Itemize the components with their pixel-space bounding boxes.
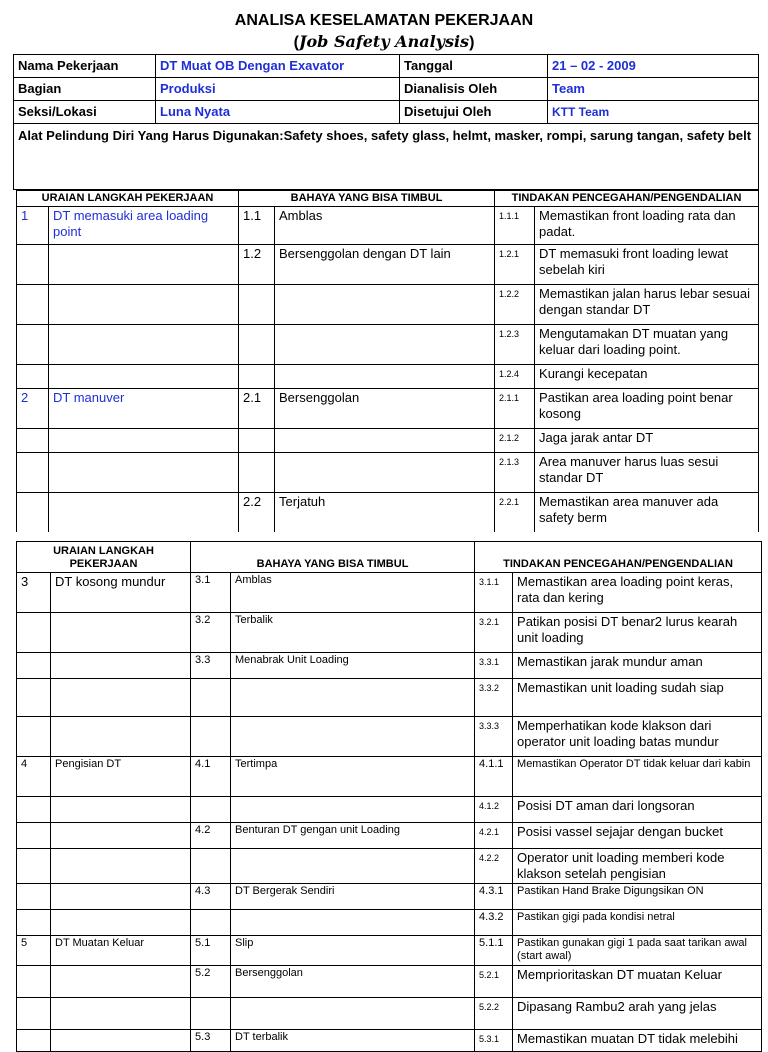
action-text: Memastikan muatan DT tidak melebihi [513,1030,762,1052]
hazard-text: Benturan DT gengan unit Loading [231,823,475,849]
hazard-number [191,797,231,823]
hazard-text [275,325,495,365]
action-text: Memastikan area loading point keras, rata dan kering [513,573,762,613]
tanggal-label: Tanggal [400,55,548,78]
step-number [17,998,51,1030]
action-text: Pastikan Hand Brake Digungsikan ON [513,884,762,910]
hazard-text [275,429,495,453]
step-text [51,679,191,717]
table-row [17,245,759,285]
step-text [49,493,239,533]
hazard-text [231,998,475,1030]
hazard-number: 1.1 [239,207,275,245]
step-number [17,429,49,453]
step-text [51,797,191,823]
hazard-text: Bersenggolan dengan DT lain [275,245,495,285]
hazard-number: 3.2 [191,613,231,653]
header-uraian: URAIAN LANGKAH PEKERJAAN [17,191,239,207]
step-number: 5 [17,936,51,966]
info-row-alat [14,124,759,190]
table-row [17,797,762,823]
action-number: 2.1.1 [495,389,535,429]
hazard-number: 4.2 [191,823,231,849]
header-tindakan-2: TINDAKAN PENCEGAHAN/PENGENDALIAN [475,542,762,573]
step-text: Pengisian DT [51,757,191,797]
action-number: 3.2.1 [475,613,513,653]
hazard-text [231,910,475,936]
step-text [51,910,191,936]
table-row [17,1030,762,1052]
dianalisis-value: Team [548,78,759,101]
hazard-text [231,679,475,717]
hazard-number [239,453,275,493]
jsa-table-2 [16,541,762,1052]
table-row [17,823,762,849]
step-number [17,910,51,936]
hazard-text: Slip [231,936,475,966]
hazard-number: 3.1 [191,573,231,613]
action-text: Pastikan gunakan gigi 1 pada saat tarikan awal (start awal) [513,936,762,966]
step-number [17,493,49,533]
step-text [49,365,239,389]
header-uraian-2: URAIAN LANGKAH PEKERJAAN [17,542,191,573]
step-text [49,453,239,493]
hazard-number [239,325,275,365]
document-title: ANALISA KESELAMATAN PEKERJAAN [234,12,534,29]
action-number: 1.2.4 [495,365,535,389]
step-number [17,365,49,389]
action-text: Memperhatikan kode klakson dari operator unit loading batas mundur [513,717,762,757]
action-number: 2.2.1 [495,493,535,533]
hazard-text: Terbalik [231,613,475,653]
action-text: Memastikan Operator DT tidak keluar dari kabin [513,757,762,797]
step-number [17,679,51,717]
step-number: 1 [17,207,49,245]
action-number: 1.1.1 [495,207,535,245]
table-row [17,207,759,245]
action-number: 5.2.1 [475,966,513,998]
disetujui-value: KTT Team [548,101,759,124]
hazard-text [275,285,495,325]
step-text: DT Muatan Keluar [51,936,191,966]
table-row [17,285,759,325]
bagian-value: Produksi [156,78,400,101]
step-text [51,966,191,998]
step-number [17,717,51,757]
step-text [51,653,191,679]
table-row [17,998,762,1030]
action-text: Memastikan unit loading sudah siap [513,679,762,717]
hazard-text: DT Bergerak Sendiri [231,884,475,910]
step-text: DT kosong mundur [51,573,191,613]
table-row [17,493,759,533]
action-text: Jaga jarak antar DT [535,429,759,453]
action-text: Posisi vassel sejajar dengan bucket [513,823,762,849]
hazard-text [231,797,475,823]
action-text: Memastikan jarak mundur aman [513,653,762,679]
hazard-number [239,285,275,325]
hazard-text [231,849,475,884]
step-number [17,849,51,884]
step-number [17,653,51,679]
hazard-number: 2.2 [239,493,275,533]
step-text [49,325,239,365]
table-row [17,365,759,389]
hazard-number [191,998,231,1030]
table-row [17,389,759,429]
table-1-header [17,191,759,207]
hazard-text: DT terbalik [231,1030,475,1052]
action-text: Patikan posisi DT benar2 lurus kearah unit loading [513,613,762,653]
step-number [17,245,49,285]
hazard-number [239,429,275,453]
step-number: 4 [17,757,51,797]
step-number: 3 [17,573,51,613]
action-text: Pastikan gigi pada kondisi netral [513,910,762,936]
action-text: Posisi DT aman dari longsoran [513,797,762,823]
table-row [17,849,762,884]
action-number: 3.1.1 [475,573,513,613]
hazard-number: 5.2 [191,966,231,998]
step-text [51,613,191,653]
action-number: 5.3.1 [475,1030,513,1052]
step-number: 2 [17,389,49,429]
table-row [17,717,762,757]
disetujui-label: Disetujui Oleh [400,101,548,124]
table-row [17,884,762,910]
action-number: 1.2.1 [495,245,535,285]
hazard-text: Bersenggolan [275,389,495,429]
info-row-seksi [14,101,759,124]
action-text: Operator unit loading memberi kode klakson setelah pengisian [513,849,762,884]
hazard-number [239,365,275,389]
hazard-number: 5.3 [191,1030,231,1052]
step-text [51,998,191,1030]
step-number [17,1030,51,1052]
step-number [17,613,51,653]
table-row [17,910,762,936]
dianalisis-label: Dianalisis Oleh [400,78,548,101]
page-break [0,532,768,540]
table-row [17,429,759,453]
action-number: 4.3.2 [475,910,513,936]
hazard-number [191,679,231,717]
action-text: Memastikan area manuver ada safety berm [535,493,759,533]
hazard-text: Tertimpa [231,757,475,797]
step-text [51,717,191,757]
bagian-label: Bagian [14,78,156,101]
step-text [51,849,191,884]
hazard-number: 4.3 [191,884,231,910]
step-text [49,245,239,285]
step-text [51,823,191,849]
action-number: 4.3.1 [475,884,513,910]
hazard-number [191,910,231,936]
step-number [17,453,49,493]
hazard-text [275,453,495,493]
action-number: 5.2.2 [475,998,513,1030]
table-row [17,966,762,998]
document-subtitle: (Job Safety Analysis) [293,32,475,51]
table-row [17,453,759,493]
hazard-text [231,717,475,757]
action-text: Kurangi kecepatan [535,365,759,389]
step-text [49,429,239,453]
hazard-text: Terjatuh [275,493,495,533]
header-bahaya: BAHAYA YANG BISA TIMBUL [239,191,495,207]
hazard-number [191,717,231,757]
nama-value: DT Muat OB Dengan Exavator [156,55,400,78]
apd-text: Alat Pelindung Diri Yang Harus Digunakan:Safety shoes, safety glass, helmt, masker, rompi, sarung tangan, safety belt [14,124,759,190]
info-table [13,54,759,190]
step-text [49,285,239,325]
table-row [17,573,762,613]
step-text [51,1030,191,1052]
step-text: DT memasuki area loading point [49,207,239,245]
hazard-text: Amblas [275,207,495,245]
action-number: 1.2.3 [495,325,535,365]
table-row [17,936,762,966]
step-number [17,285,49,325]
header-tindakan: TINDAKAN PENCEGAHAN/PENGENDALIAN [495,191,759,207]
hazard-number: 4.1 [191,757,231,797]
step-text: DT manuver [49,389,239,429]
step-number [17,966,51,998]
action-number: 2.1.2 [495,429,535,453]
action-text: Memastikan front loading rata dan padat. [535,207,759,245]
table-row [17,757,762,797]
hazard-text: Bersenggolan [231,966,475,998]
tanggal-value: 21 – 02 - 2009 [548,55,759,78]
step-text [51,884,191,910]
action-text: Dipasang Rambu2 arah yang jelas [513,998,762,1030]
hazard-number: 1.2 [239,245,275,285]
hazard-number: 3.3 [191,653,231,679]
step-number [17,884,51,910]
action-text: Area manuver harus luas sesui standar DT [535,453,759,493]
action-text: Memastikan jalan harus lebar sesuai dengan standar DT [535,285,759,325]
hazard-number: 2.1 [239,389,275,429]
hazard-text: Amblas [231,573,475,613]
seksi-label: Seksi/Lokasi [14,101,156,124]
hazard-text [275,365,495,389]
action-number: 4.1.2 [475,797,513,823]
hazard-text: Menabrak Unit Loading [231,653,475,679]
table-row [17,325,759,365]
hazard-number: 5.1 [191,936,231,966]
action-number: 3.3.2 [475,679,513,717]
nama-label: Nama Pekerjaan [14,55,156,78]
step-number [17,823,51,849]
jsa-table-1 [16,190,759,533]
action-text: DT memasuki front loading lewat sebelah kiri [535,245,759,285]
table-row [17,613,762,653]
step-number [17,325,49,365]
action-text: Memprioritaskan DT muatan Keluar [513,966,762,998]
action-number: 1.2.2 [495,285,535,325]
action-number: 4.1.1 [475,757,513,797]
table-row [17,679,762,717]
hazard-number [191,849,231,884]
action-number: 2.1.3 [495,453,535,493]
action-number: 4.2.2 [475,849,513,884]
info-row-nama [14,55,759,78]
action-number: 3.3.1 [475,653,513,679]
action-number: 4.2.1 [475,823,513,849]
seksi-value: Luna Nyata [156,101,400,124]
table-2-header [17,542,762,573]
table-row [17,653,762,679]
action-text: Pastikan area loading point benar kosong [535,389,759,429]
action-number: 3.3.3 [475,717,513,757]
header-bahaya-2: BAHAYA YANG BISA TIMBUL [191,542,475,573]
action-number: 5.1.1 [475,936,513,966]
action-text: Mengutamakan DT muatan yang keluar dari loading point. [535,325,759,365]
step-number [17,797,51,823]
info-row-bagian [14,78,759,101]
